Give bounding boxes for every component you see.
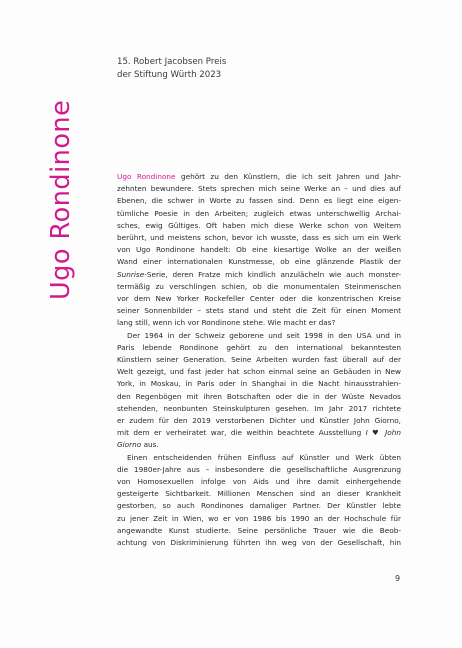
text-line: sches, ewig Gültiges. Oft haben mich diese Werke schon von Weitem xyxy=(117,220,401,230)
text-line: Welt gezeigt, und fast jeder hat schon einmal seine an Gebäuden in New xyxy=(117,367,401,377)
prize-subtitle xyxy=(117,56,226,82)
text-line: tümliche Poesie in den Arbeiten; zugleich etwas unterschwellig Archai- xyxy=(117,208,401,218)
text-line: gestorben, so auch Rondinones damaliger Partner. Der Künstler lebte xyxy=(117,501,401,511)
text-span: -Serie, deren Fratze mich kindlich anzulächeln wie auch monster- xyxy=(144,269,401,279)
text-line: gesteigerte Sichtbarkeit. Millionen Menschen sind an dieser Krankheit xyxy=(117,489,401,499)
text-line: von Homosexuellen infolge von Aids und ihre damit einhergehende xyxy=(117,477,401,487)
text-span: gehört zu den Künstlern, die ich seit Jahren und Jahr- xyxy=(175,172,402,181)
italic-title: I ♥ John xyxy=(365,428,401,438)
text-line: Künstlern seiner Generation. Seine Arbeiten wurden fast überall auf der xyxy=(117,355,401,365)
subtitle-line-1: 15. Robert Jacobsen Preis xyxy=(117,57,227,67)
text-line: berührt, und meistens schon, bevor ich wusste, dass es sich um ein Werk xyxy=(117,233,401,243)
paragraph-3 xyxy=(117,452,401,550)
text-line: angewandte Kunst studierte. Seine persönliche Trauer wie die Beob- xyxy=(117,525,401,535)
text-span: mit dem er verheiratet war, die weithin beachtete Ausstellung xyxy=(117,428,366,438)
text-line xyxy=(117,269,401,281)
text-line xyxy=(117,439,401,451)
highlighted-name: Ugo Rondinone xyxy=(117,172,176,181)
text-line: Ebenen, die schwer in Worte zu fassen sind. Denn es liegt eine eigen- xyxy=(117,196,401,206)
text-line: Wand einer internationalen Kunstmesse, ob eine glänzende Plastik der xyxy=(117,257,401,267)
text-span: aus. xyxy=(141,440,159,450)
text-line: Einen entscheidenden frühen Einfluss auf Künstler und Werk übten xyxy=(127,452,401,462)
text-line: stehenden, neonbunten Steinskulpturen gesehen. Im Jahr 2017 richtete xyxy=(117,403,401,413)
author-title: Ugo Rondinone xyxy=(46,99,76,300)
page-number: 9 xyxy=(395,574,401,583)
body-text xyxy=(117,171,401,549)
italic-title: Sunrise xyxy=(117,269,145,279)
text-line: lang still, wenn ich vor Rondinone stehe. Wie macht er das? xyxy=(117,318,336,328)
text-line: die 1980er-Jahre aus – insbesondere die gesellschaftliche Ausgrenzung xyxy=(117,464,401,474)
text-line: zehnten bewundere. Stets sprechen mich seine Werke an – und dies auf xyxy=(117,184,401,194)
text-line: York, in Moskau, in Paris oder in Shanghai in die Nacht hinausstrahlen- xyxy=(117,379,401,389)
text-line xyxy=(117,171,401,183)
text-line xyxy=(117,427,401,439)
text-line: zu jener Zeit in Wien, wo er von 1986 bis 1990 an der Hochschule für xyxy=(117,513,401,523)
text-line: Der 1964 in der Schweiz geborene und seit 1998 in den USA und in xyxy=(127,330,401,340)
text-line: vor dem New Yorker Rockefeller Center oder die konzentrischen Kreise xyxy=(117,294,401,304)
text-line: termäßig zu verschlingen schien, ob die monumentalen Steinmenschen xyxy=(117,281,401,291)
italic-title: Giorno xyxy=(117,440,142,450)
text-line: er zudem für den 2019 verstorbenen Dichter und Künstler John Giorno, xyxy=(117,416,401,426)
text-line: achtung von Diskriminierung führten ihn weg von der Gesellschaft, hin xyxy=(117,538,401,548)
text-line: Paris lebende Rondinone gehört zu den international bekanntesten xyxy=(117,342,401,352)
text-line: den Regenbögen mit ihren Botschaften oder die in der Wüste Nevados xyxy=(117,391,401,401)
paragraph-1 xyxy=(117,171,401,330)
text-line: seiner Sonnenbilder – stets stand und steht die Zeit für einen Moment xyxy=(117,306,401,316)
subtitle-line-2: der Stiftung Würth 2023 xyxy=(117,70,222,80)
text-line: von Ugo Rondinone handelt: Ob eine kiesartige Wolke an der weißen xyxy=(117,245,401,255)
paragraph-2 xyxy=(117,330,401,452)
